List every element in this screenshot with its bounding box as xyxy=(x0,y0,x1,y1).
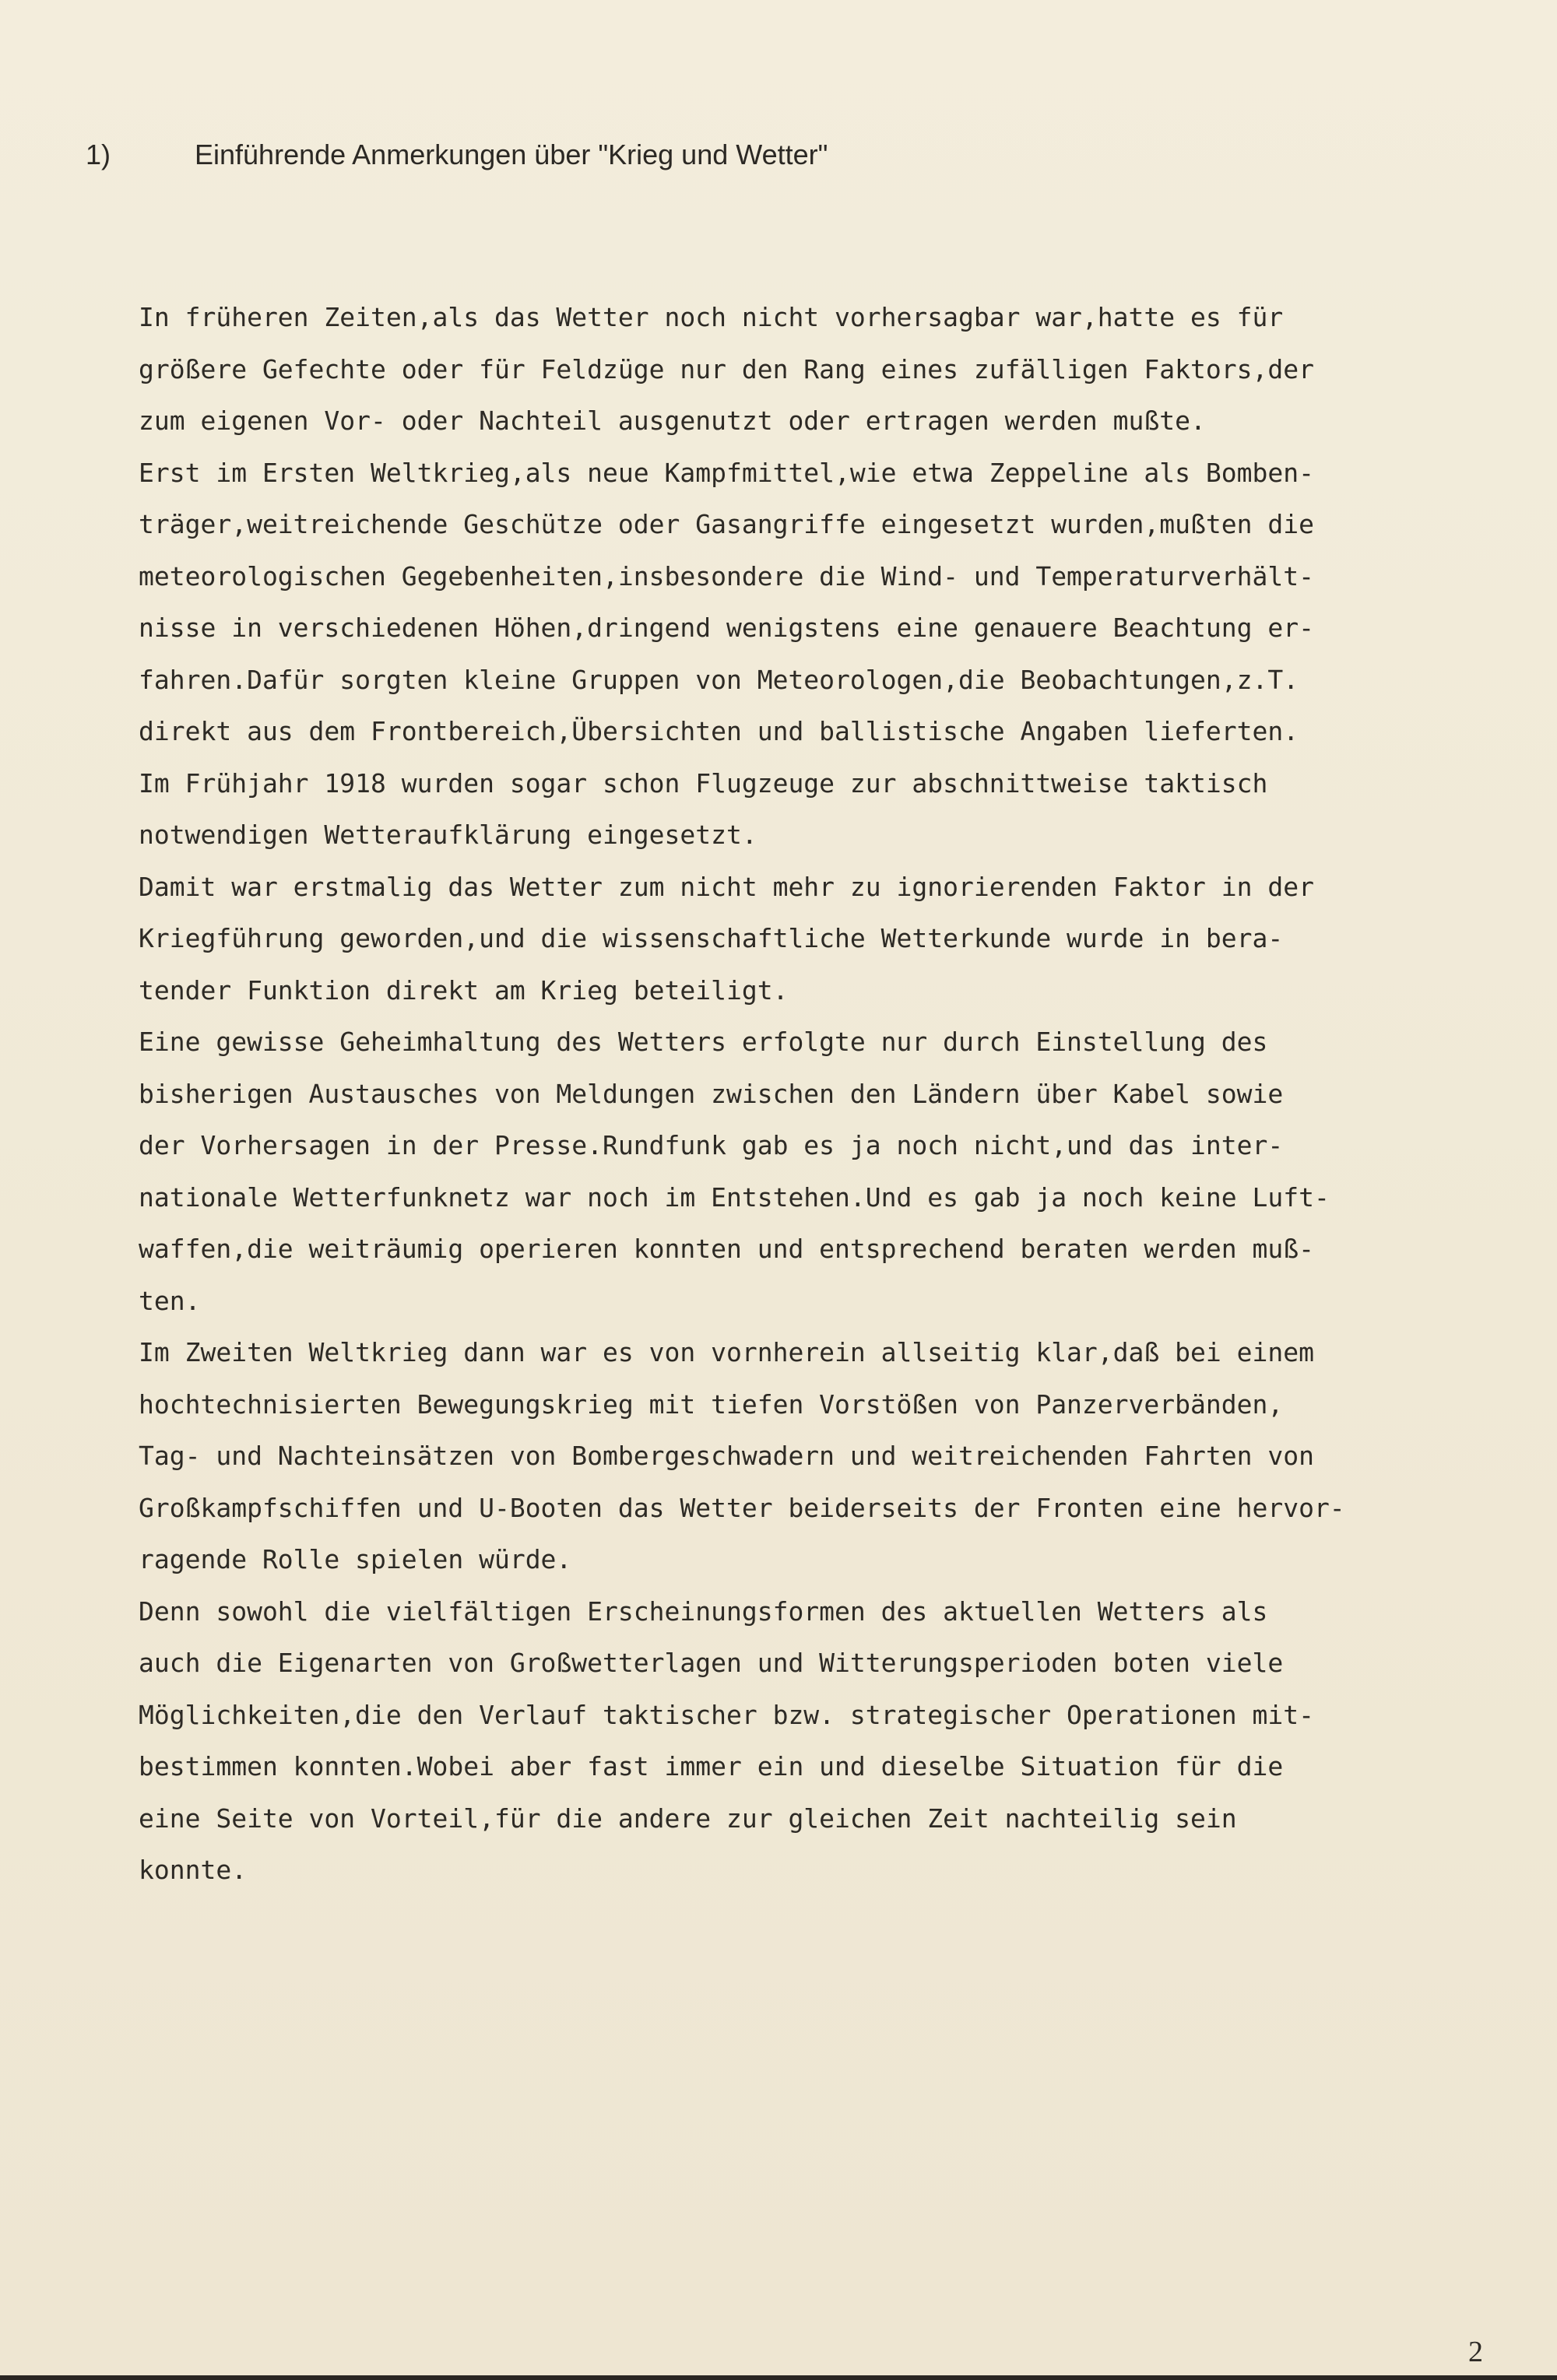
text-line: waffen,die weiträumig operieren konnten und entsprechend beraten werden muß- xyxy=(139,1234,1314,1264)
text-line: hochtechnisierten Bewegungskrieg mit tiefen Vorstößen von Panzerverbänden, xyxy=(139,1388,1284,1420)
text-line: meteorologischen Gegebenheiten,insbesondere die Wind- und Temperaturverhält- xyxy=(139,560,1314,591)
text-line: konnte. xyxy=(139,1855,248,1885)
text-line: nisse in verschiedenen Höhen,dringend wenigstens eine genauere Beachtung er- xyxy=(139,613,1314,643)
text-line: zum eigenen Vor- oder Nachteil ausgenutzt oder ertragen werden mußte. xyxy=(139,405,1206,436)
text-line: bisherigen Austausches von Meldungen zwischen den Ländern über Kabel sowie xyxy=(139,1078,1284,1109)
text-line: tender Funktion direkt am Krieg beteiligt. xyxy=(139,974,789,1006)
text-line: Eine gewisse Geheimhaltung des Wetters erfolgte nur durch Einstellung des xyxy=(139,1027,1268,1057)
text-line: auch die Eigenarten von Großwetterlagen und Witterungsperioden boten viele xyxy=(139,1648,1284,1678)
text-line: größere Gefechte oder für Feldzüge nur den Rang eines zufälligen Faktors,der xyxy=(139,353,1314,384)
body-text xyxy=(139,292,1493,1897)
text-line: eine Seite von Vorteil,für die andere zur gleichen Zeit nachteilig sein xyxy=(139,1803,1237,1834)
text-line: träger,weitreichende Geschütze oder Gasangriffe eingesetzt wurden,mußten die xyxy=(139,509,1314,539)
text-line: In früheren Zeiten,als das Wetter noch nicht vorhersagbar war,hatte es für xyxy=(139,302,1284,332)
page-bottom-edge xyxy=(0,2375,1557,2380)
text-line: fahren.Dafür sorgten kleine Gruppen von Meteorologen,die Beobachtungen,z.T. xyxy=(139,664,1299,695)
text-line: nationale Wetterfunknetz war noch im Entstehen.Und es gab ja noch keine Luft- xyxy=(139,1181,1330,1213)
text-line: Tag- und Nachteinsätzen von Bombergeschwadern und weitreichenden Fahrten von xyxy=(139,1441,1314,1471)
text-line: Erst im Ersten Weltkrieg,als neue Kampfmittel,wie etwa Zeppeline als Bomben- xyxy=(139,457,1314,488)
text-line: Damit war erstmalig das Wetter zum nicht mehr zu ignorierenden Faktor in der xyxy=(139,871,1314,902)
text-line: notwendigen Wetteraufklärung eingesetzt. xyxy=(139,820,757,850)
section-number: 1) xyxy=(86,139,111,170)
text-line: Möglichkeiten,die den Verlauf taktischer bzw. strategischer Operationen mit- xyxy=(139,1699,1314,1730)
text-line: bestimmen konnten.Wobei aber fast immer ein und dieselbe Situation für die xyxy=(139,1751,1284,1781)
text-line: Im Zweiten Weltkrieg dann war es von vornherein allseitig klar,daß bei einem xyxy=(139,1337,1314,1367)
text-line: ten. xyxy=(139,1285,201,1316)
section-title: Einführende Anmerkungen über "Krieg und Wetter" xyxy=(195,139,828,170)
text-line: direkt aus dem Frontbereich,Übersichten und ballistische Angaben lieferten. xyxy=(139,716,1299,746)
text-line: Denn sowohl die vielfältigen Erscheinungsformen des aktuellen Wetters als xyxy=(139,1595,1268,1627)
text-line: ragende Rolle spielen würde. xyxy=(139,1544,572,1574)
section-heading xyxy=(86,139,828,171)
text-line: der Vorhersagen in der Presse.Rundfunk gab es ja noch nicht,und das inter- xyxy=(139,1130,1284,1160)
text-line: Großkampfschiffen und U-Booten das Wetter beiderseits der Fronten eine hervor- xyxy=(139,1492,1345,1523)
page-number: 2 xyxy=(1468,2336,1483,2368)
text-line: Im Frühjahr 1918 wurden sogar schon Flugzeuge zur abschnittweise taktisch xyxy=(139,767,1268,799)
text-line: Kriegführung geworden,und die wissenschaftliche Wetterkunde wurde in bera- xyxy=(139,923,1284,953)
